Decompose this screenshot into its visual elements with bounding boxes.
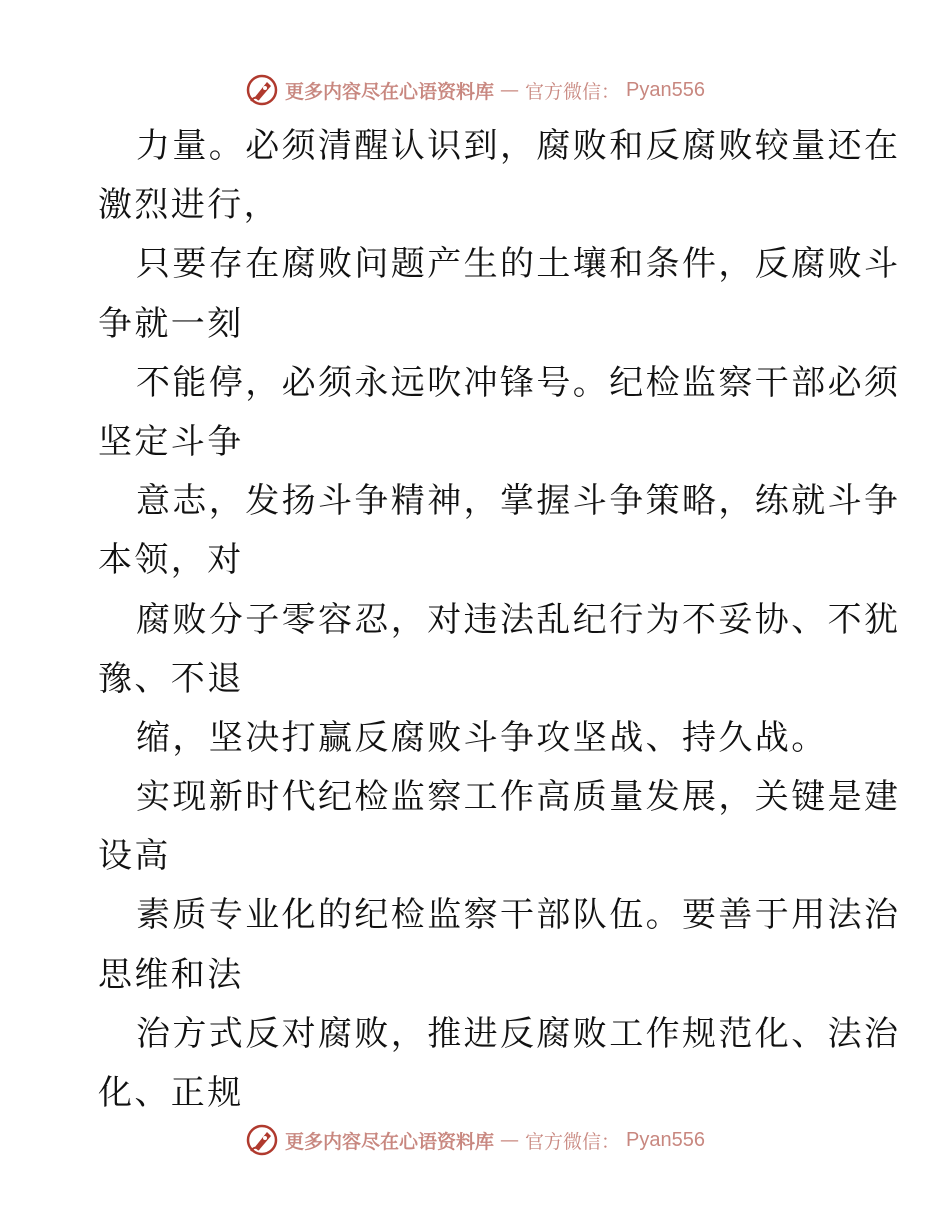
document-body: [98, 117, 901, 1123]
watermark-wechat-id: Pyan556: [626, 1128, 705, 1151]
text-line: 思维和法: [98, 954, 244, 995]
text-line: 只要存在腐败问题产生的土壤和条件，反腐败斗: [136, 244, 901, 285]
pen-nib-logo-icon: [245, 73, 279, 107]
text-line: 治方式反对腐败，推进反腐败工作规范化、法治: [136, 1013, 901, 1054]
watermark-title: 更多内容尽在心语资料库: [285, 80, 495, 103]
text-line: 本领，对: [98, 540, 244, 581]
text-line: 激烈进行，: [98, 185, 280, 226]
text-line: 坚定斗争: [98, 421, 244, 462]
text-line: 实现新时代纪检监察工作高质量发展，关键是建: [136, 777, 901, 818]
watermark-wechat-id: Pyan556: [626, 78, 705, 101]
footer-watermark: [0, 1120, 950, 1160]
watermark-title: 更多内容尽在心语资料库: [285, 1130, 495, 1153]
text-line: 腐败分子零容忍，对违法乱纪行为不妥协、不犹: [136, 599, 901, 640]
text-line: 不能停，必须永远吹冲锋号。纪检监察干部必须: [136, 362, 901, 403]
text-line: 力量。必须清醒认识到，腐败和反腐败较量还在: [136, 126, 901, 166]
text-line: 争就一刻: [98, 303, 244, 344]
watermark-official-label: 官方微信：: [525, 1130, 621, 1153]
watermark-dash: —: [500, 79, 520, 101]
text-line: 化、正规: [98, 1073, 244, 1113]
text-line: 缩，坚决打赢反腐败斗争攻坚战、持久战。: [136, 717, 828, 758]
watermark-official-label: 官方微信：: [525, 80, 621, 103]
text-line: 素质专业化的纪检监察干部队伍。要善于用法治: [136, 895, 901, 936]
text-line: 意志，发扬斗争精神，掌握斗争策略，练就斗争: [136, 481, 901, 522]
watermark-dash: —: [500, 1129, 520, 1151]
pen-nib-logo-icon: [245, 1123, 279, 1157]
text-line: 豫、不退: [98, 658, 244, 699]
text-line: 设高: [98, 836, 171, 877]
header-watermark: [0, 70, 950, 110]
